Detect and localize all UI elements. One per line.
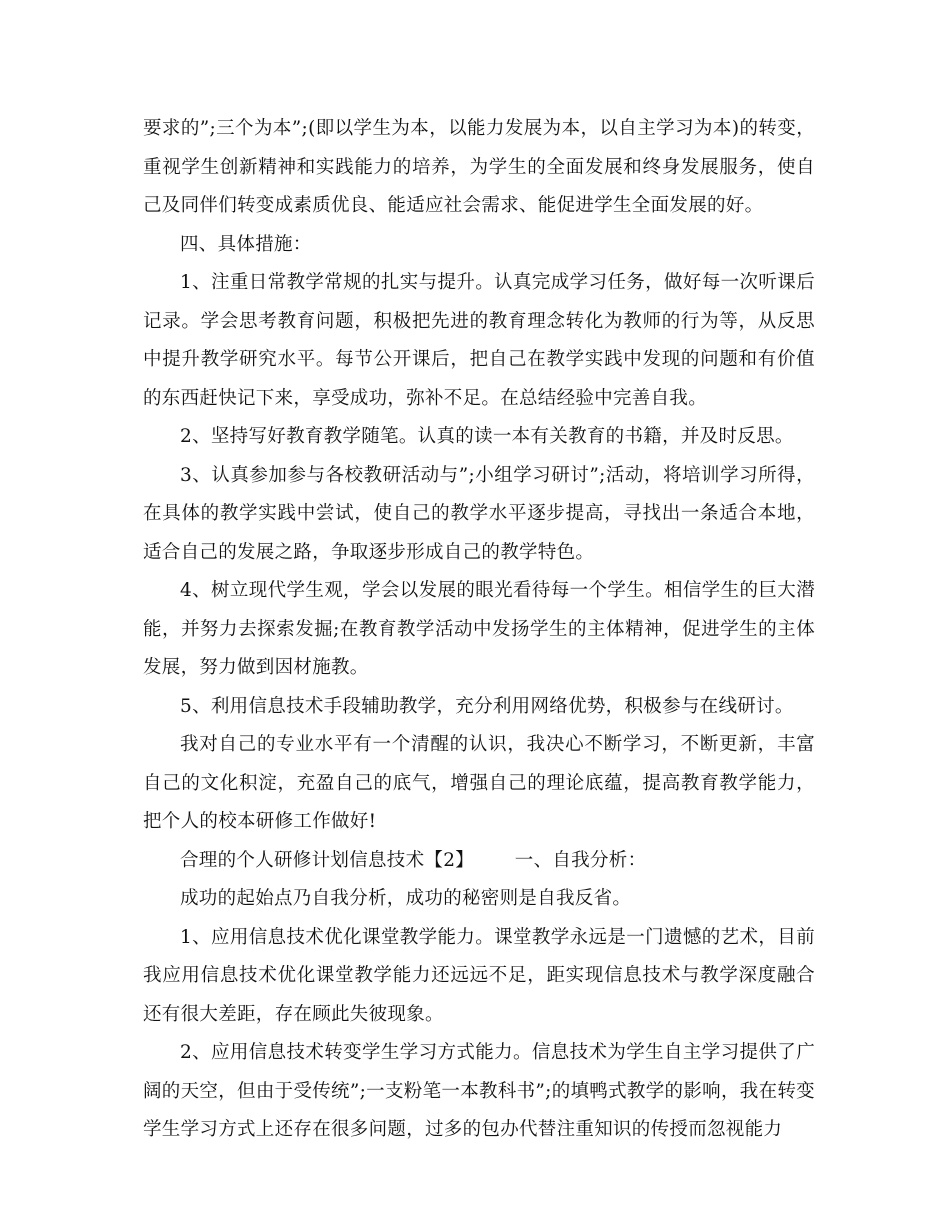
paragraph: 要求的”;三个为本”;(即以学生为本，以能力发展为本，以自主学习为本)的转变，重视学生创新精神和实践能力的培养，为学生的全面发展和终身发展服务，使自己及同伴们转变成素质优良、能适应社会需求、能促进学生全面发展的好。 xyxy=(143,118,815,216)
paragraph: 成功的起始点乃自我分析，成功的秘密则是自我反省。 xyxy=(180,888,632,909)
paragraph: 1、注重日常教学常规的扎实与提升。认真完成学习任务，做好每一次听课后记录。学会思考教育问题，积极把先进的教育理念转化为教师的行为等，从反思中提升教学研究水平。每节公开课后，把自己在教学实践中发现的问题和有价值的东西赶快记下来，享受成功，弥补不足。在总结经验中完善自我。 xyxy=(143,272,815,409)
paragraph: 3、认真参加参与各校教研活动与”;小组学习研讨”;活动，将培训学习所得，在具体的教学实践中尝试，使自己的教学水平逐步提高，寻找出一条适合本地，适合自己的发展之路，争取逐步形成自己的教学特色。 xyxy=(143,464,815,563)
paragraph: 5、利用信息技术手段辅助教学，充分利用网络优势，积极参与在线研讨。 xyxy=(180,695,794,717)
section-heading-self-analysis: 一、自我分析： xyxy=(514,849,647,871)
paragraph: 2、坚持写好教育教学随笔。认真的读一本有关教育的书籍，并及时反思。 xyxy=(180,426,794,447)
paragraph: 1、应用信息技术优化课堂教学能力。课堂教学永远是一门遗憾的艺术，目前我应用信息技术优化课堂教学能力还远远不足，距实现信息技术与教学深度融合还有很大差距，存在顾此失彼现象。 xyxy=(143,926,815,1025)
document-body xyxy=(143,110,815,1150)
article-heading xyxy=(143,842,815,881)
paragraph: 4、树立现代学生观，学会以发展的眼光看待每一个学生。相信学生的巨大潜能，并努力去探索发掘;在教育教学活动中发扬学生的主体精神，促进学生的主体发展，努力做到因材施教。 xyxy=(143,580,815,678)
paragraph: 我对自己的专业水平有一个清醒的认识，我决心不断学习，不断更新，丰富自己的文化积淀，充盈自己的底气，增强自己的理论底蕴，提高教育教学能力，把个人的校本研修工作做好! xyxy=(143,734,815,832)
section-heading-measures: 四、具体措施： xyxy=(180,233,312,255)
paragraph: 2、应用信息技术转变学生学习方式能力。信息技术为学生自主学习提供了广阔的天空，但由于受传统”;一支粉笔一本教科书”;的填鸭式教学的影响，我在转变学生学习方式上还存在很多问题，过多的包办代替注重知识的传授而忽视能力 xyxy=(143,1042,815,1140)
article-title: 合理的个人研修计划信息技术【2】 xyxy=(180,849,475,871)
